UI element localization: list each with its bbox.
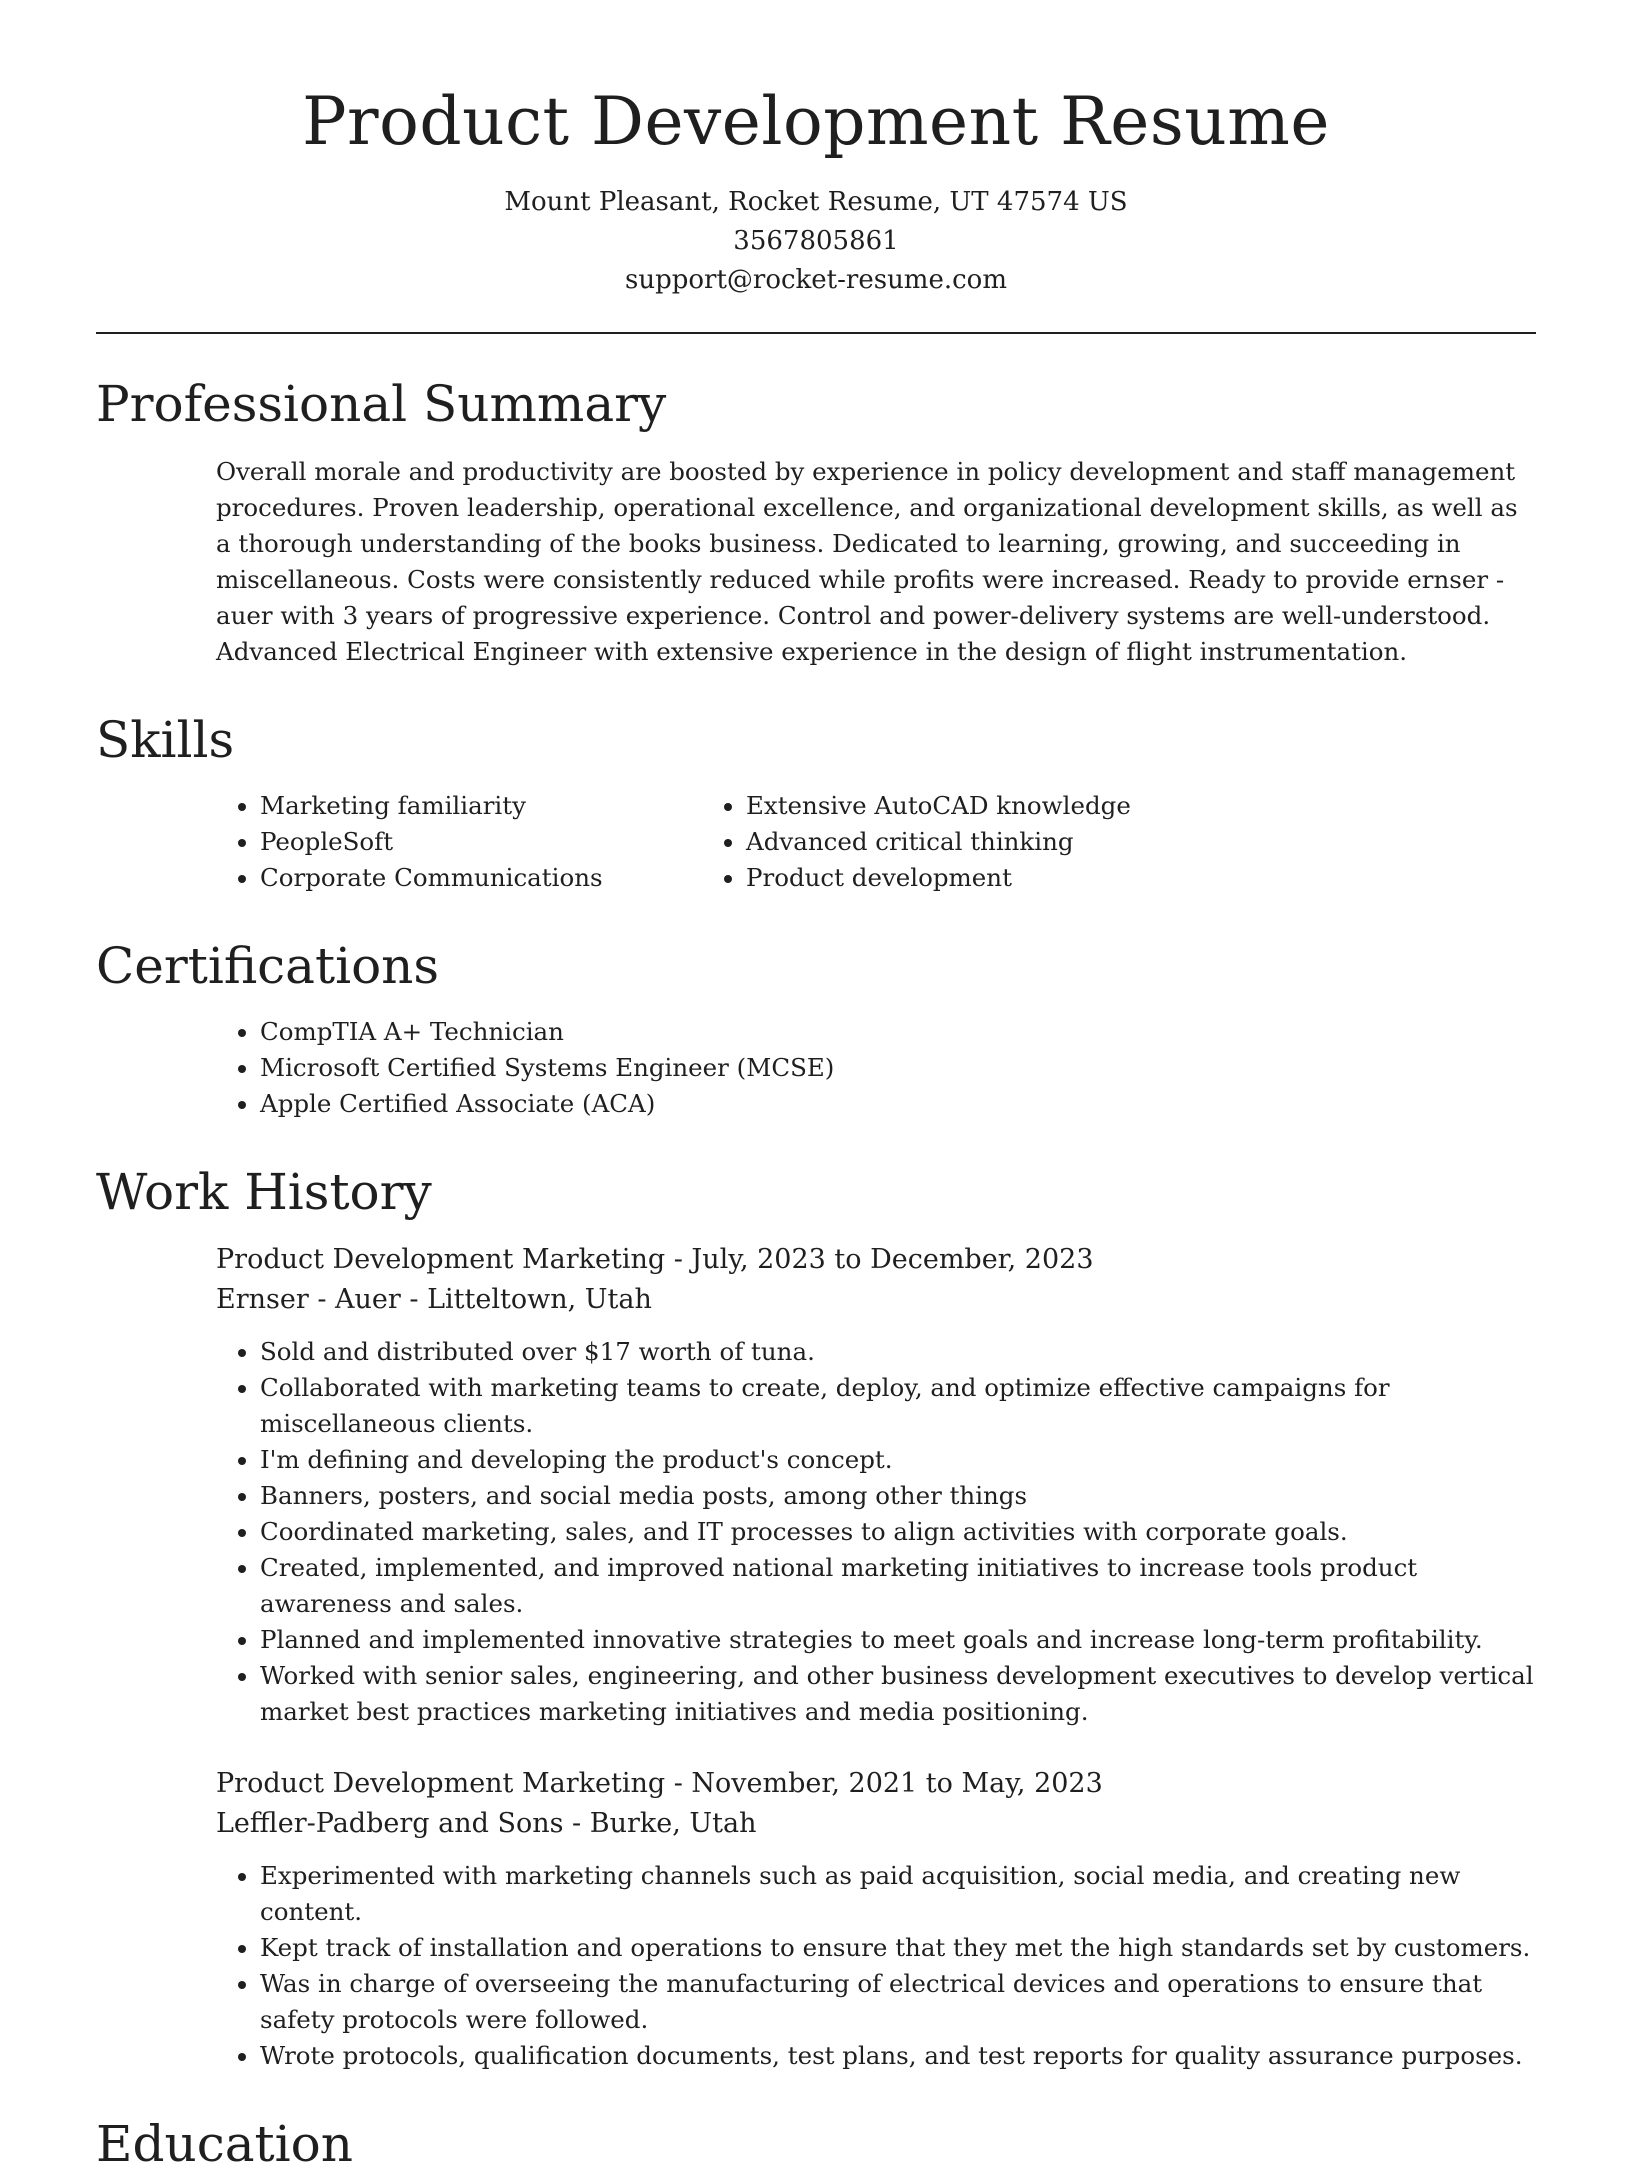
job-company-line: Leffler-Padberg and Sons - Burke, Utah	[216, 1807, 757, 1839]
job-bullet: • Worked with senior sales, engineering, and other business development executives to develop vertical market best practices marketing initiatives and media positioning.	[260, 1658, 1536, 1730]
skill-item: • Corporate Communications	[260, 860, 746, 896]
job-bullet: • Was in charge of overseeing the manufacturing of electrical devices and operations to ensure that safety protocols were followed.	[260, 1966, 1536, 2038]
job-bullet: • Kept track of installation and operations to ensure that they met the high standards set by customers.	[260, 1930, 1536, 1966]
job-bullet: • Created, implemented, and improved national marketing initiatives to increase tools product awareness and sales.	[260, 1550, 1536, 1622]
job-bullet: • Wrote protocols, qualification documents, test plans, and test reports for quality assurance purposes.	[260, 2038, 1536, 2074]
summary-section	[96, 374, 1536, 670]
job-bullets	[216, 1858, 1536, 2074]
certifications-heading: Certifications	[96, 936, 440, 995]
job-bullet: • Coordinated marketing, sales, and IT processes to align activities with corporate goals.	[260, 1514, 1536, 1550]
skill-item: • Advanced critical thinking	[746, 824, 1131, 860]
job-entry	[216, 1764, 1536, 2074]
job-bullet: • Collaborated with marketing teams to create, deploy, and optimize effective campaigns for miscellaneous clients.	[260, 1370, 1536, 1442]
skill-item: • Marketing familiarity	[260, 788, 746, 824]
skills-heading: Skills	[96, 710, 235, 769]
summary-text: Overall morale and productivity are boosted by experience in policy development and staff management procedures. Proven leadership, operational excellence, and organizational development skills, as well as a thorough understanding of the books business. Dedicated to learning, growing, and succeeding in miscellaneous. Costs were consistently reduced while profits were increased. Ready to provide ernser - auer with 3 years of progressive experience. Control and power-delivery systems are well-understood. Advanced Electrical Engineer with extensive experience in the design of flight instrumentation.	[216, 456, 1518, 666]
skills-list-right	[746, 788, 1131, 896]
job-company-line: Ernser - Auer - Litteltown, Utah	[216, 1283, 652, 1315]
contact-address: Mount Pleasant, Rocket Resume, UT 47574 US	[504, 186, 1128, 217]
job-bullet: • Experimented with marketing channels such as paid acquisition, social media, and creating new content.	[260, 1858, 1536, 1930]
summary-heading: Professional Summary	[96, 374, 667, 433]
certification-item: • CompTIA A+ Technician	[260, 1014, 1536, 1050]
certifications-list	[96, 1014, 1536, 1122]
education-section	[96, 2114, 1536, 2174]
certifications-section	[96, 936, 1536, 1122]
contact-block	[96, 183, 1536, 300]
contact-email: support@rocket-resume.com	[624, 264, 1007, 295]
job-role-line: Product Development Marketing - July, 2023 to December, 2023	[216, 1243, 1094, 1275]
skill-item: • Product development	[746, 860, 1131, 896]
work-history-heading: Work History	[96, 1162, 432, 1221]
skills-grid	[96, 788, 1536, 896]
job-bullet: • I'm defining and developing the product's concept.	[260, 1442, 1536, 1478]
job-bullet: • Banners, posters, and social media posts, among other things	[260, 1478, 1536, 1514]
job-bullet: • Sold and distributed over $17 worth of tuna.	[260, 1334, 1536, 1370]
resume-header	[96, 0, 1536, 300]
skill-item: • PeopleSoft	[260, 824, 746, 860]
resume-title: Product Development Resume	[302, 83, 1330, 160]
skills-list-left	[96, 788, 746, 896]
education-heading: Education	[96, 2114, 353, 2173]
job-bullets	[216, 1334, 1536, 1730]
job-role-line: Product Development Marketing - November, 2021 to May, 2023	[216, 1767, 1103, 1799]
header-divider	[96, 332, 1536, 334]
contact-phone: 3567805861	[733, 225, 899, 256]
job-bullet: • Planned and implemented innovative strategies to meet goals and increase long-term profitability.	[260, 1622, 1536, 1658]
skills-section	[96, 710, 1536, 896]
skill-item: • Extensive AutoCAD knowledge	[746, 788, 1131, 824]
job-entry	[216, 1240, 1536, 1730]
certification-item: • Microsoft Certified Systems Engineer (MCSE)	[260, 1050, 1536, 1086]
certification-item: • Apple Certified Associate (ACA)	[260, 1086, 1536, 1122]
work-history-section	[96, 1162, 1536, 2074]
